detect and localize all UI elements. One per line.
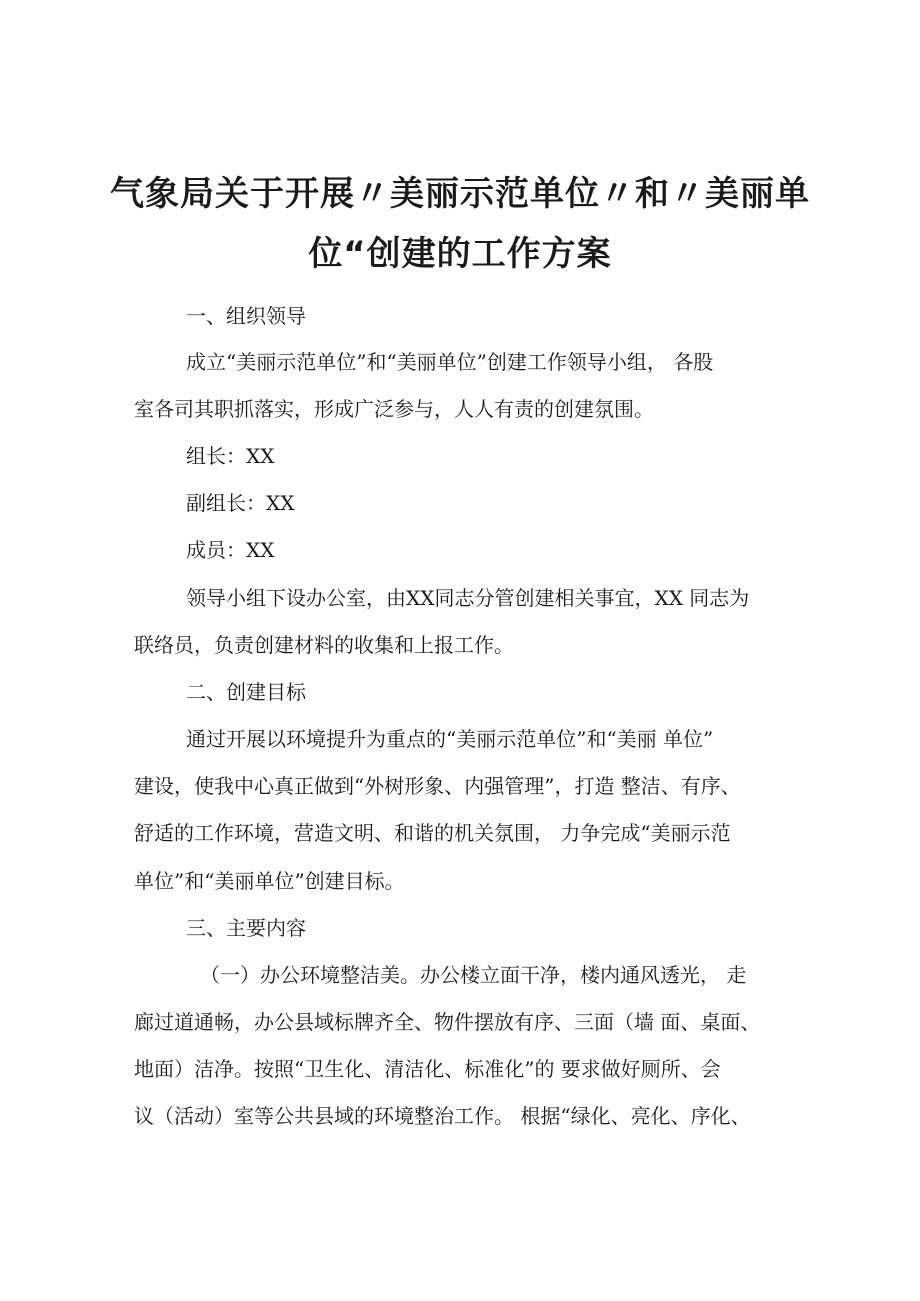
section-1-paragraph-1-line-2: 室各司其职抓落实，形成广泛参与，人人有责的创建氛围。 [134,397,654,421]
section-3-heading: 三、主要内容 [186,916,306,940]
section-2-paragraph-line-3: 舒适的工作环境，营造文明、和谐的机关氛围， 力争完成“美丽示范 [134,821,731,845]
section-1-paragraph-1-line-1 [186,352,786,372]
section-3-paragraph-line-4: 议（活动）室等公共县域的环境整治工作。 根据“绿化、亮化、序化、 [134,1104,751,1128]
section-1-paragraph-2-line-1: 领导小组下设办公室，由XX同志分管创建相关事宜，XX 同志为 [186,586,750,610]
section-2-heading: 二、创建目标 [186,680,306,704]
section-3-paragraph-line-1: （一）办公环境整洁美。办公楼立面干净，楼内通风透光， 走 [200,963,747,987]
section-2-paragraph-line-2: 建设，使我中心真正做到“外树形象、内强管理”，打造 整洁、有序、 [134,774,741,798]
section-2-paragraph-line-4: 单位”和“美丽单位”创建目标。 [134,869,405,893]
document-title-line-1: 气象局关于开展〃美丽示范单位〃和〃美丽单 [110,174,810,214]
section-1-paragraph-2-line-2: 联络员，负责创建材料的收集和上报工作。 [134,633,514,657]
document-title-line-2: 位“创建的工作方案 [308,234,612,274]
section-1-paragraph-1-line-1-text: 成立“美丽示范单位”和“美丽单位”创建工作领导小组， 各股 [186,350,714,374]
section-2-paragraph-line-1: 通过开展以环境提升为重点的“美丽示范单位”和“美丽 单位” [186,727,714,751]
group-leader: 组长：XX [186,444,275,468]
section-1-heading: 一、组织领导 [186,304,306,328]
deputy-group-leader: 副组长：XX [186,491,295,515]
group-members: 成员：XX [186,538,275,562]
section-3-paragraph-line-2: 廊过道通畅，办公县域标牌齐全、物件摆放有序、三面（墙 面、桌面、 [134,1010,761,1034]
section-3-paragraph-line-3: 地面）洁净。按照“卫生化、清洁化、标准化”的 要求做好厕所、会 [134,1057,721,1081]
